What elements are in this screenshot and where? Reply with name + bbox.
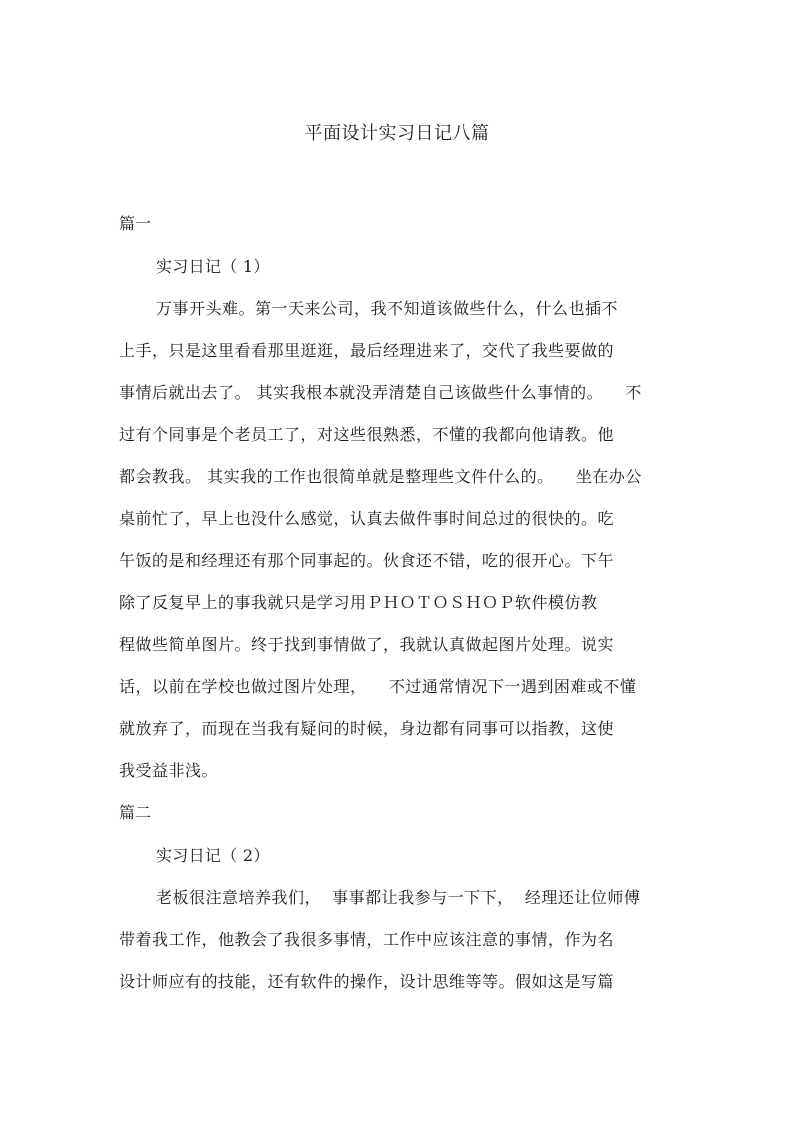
paragraph-line: 就放弃了，而现在当我有疑问的时候，身边都有同事可以指教，这使 (119, 719, 615, 738)
paragraph-line: 除了反复早上的事我就只是学习用ＰＨＯＴＯＳＨＯＰ软件模仿教 (119, 593, 598, 612)
paragraph-line: 带着我工作，他教会了我很多事情，工作中应该注意的事情，作为名 (119, 930, 615, 949)
paragraph-line: 话，以前在学校也做过图片处理， 不过通常情况下一遇到困难或不懂 (119, 677, 637, 696)
paragraph-line: 午饭的是和经理还有那个同事起的。伙食还不错，吃的很开心。下午 (119, 551, 615, 570)
paragraph-line: 上手，只是这里看看那里逛逛，最后经理进来了，交代了我些要做的 (119, 341, 615, 360)
paragraph-line: 过有个同事是个老员工了，对这些很熟悉，不懂的我都向他请教。他 (119, 425, 615, 444)
section-subtitle-2: 实习日记（ 2） (156, 846, 270, 865)
paragraph-line: 万事开头难。第一天来公司，我不知道该做些什么，什么也插不 (156, 299, 619, 318)
paragraph-line: 都会教我。 其实我的工作也很简单就是整理些文件什么的。 坐在办公 (119, 467, 642, 486)
paragraph-line: 桌前忙了，早上也没什么感觉，认真去做件事时间总过的很快的。吃 (119, 509, 615, 528)
paragraph-line: 设计师应有的技能，还有软件的操作，设计思维等等。假如这是写篇 (119, 972, 615, 991)
paragraph-line: 程做些简单图片。终于找到事情做了，我就认真做起图片处理。说实 (119, 635, 615, 654)
paragraph-line: 我受益非浅。 (119, 761, 219, 780)
section-subtitle-1: 实习日记（ 1） (156, 257, 270, 276)
section-heading-1: 篇一 (119, 214, 152, 233)
section-heading-2: 篇二 (119, 803, 152, 822)
paragraph-line: 事情后就出去了。 其实我根本就没弄清楚自己该做些什么事情的。 不 (119, 383, 642, 402)
document-title: 平面设计实习日记八篇 (304, 123, 490, 144)
paragraph-line: 老板很注意培养我们， 事事都让我参与一下下， 经理还让位师傅 (156, 888, 641, 907)
